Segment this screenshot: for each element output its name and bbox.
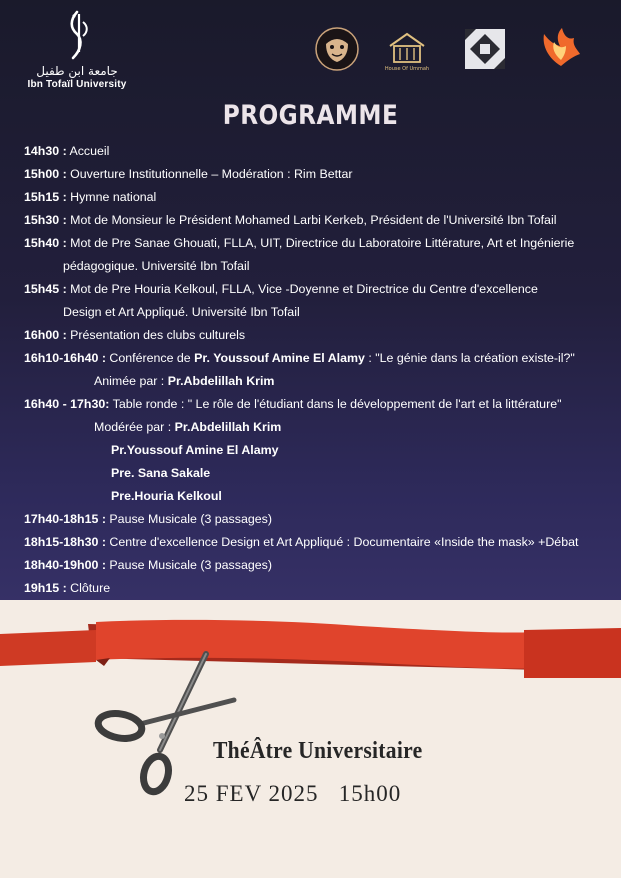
panelist-row (111, 489, 222, 503)
schedule-time: 16h00 : (24, 328, 67, 342)
schedule-time: 15h30 : (24, 213, 67, 227)
scissors-icon (94, 650, 274, 800)
phoenix-logo-icon (538, 26, 584, 72)
schedule-text: Pause Musicale (3 passages) (105, 558, 272, 572)
moderator-name: Pr.Abdelillah Krim (174, 420, 282, 434)
schedule-row (24, 167, 353, 181)
theatre-mask-club-logo-icon (314, 26, 360, 72)
schedule-row (24, 236, 574, 250)
university-logo (22, 8, 132, 90)
schedule-time: 19h15 : (24, 581, 67, 595)
schedule-time: 16h10-16h40 : (24, 351, 106, 365)
schedule-text: Mot de Pre Houria Kelkoul, FLLA, Vice -Doyenne et Directrice du Centre d'excellence (66, 282, 538, 296)
schedule-row-continuation (94, 420, 281, 434)
schedule-row-continuation (63, 305, 300, 319)
schedule-text: Animée par : (94, 374, 168, 388)
schedule-row (24, 558, 272, 572)
schedule-time: 15h00 : (24, 167, 67, 181)
schedule-text: Centre d'excellence Design et Art Appliqué : Documentaire «Inside the mask» +Débat (105, 535, 579, 549)
schedule-row (24, 144, 109, 158)
panelist-name: Pre. Sana Sakale (111, 466, 211, 480)
schedule-text: Design et Art Appliqué. Université Ibn Tofail (63, 305, 300, 319)
panelist-name: Pre.Houria Kelkoul (111, 489, 222, 503)
schedule-text: Hymne national (66, 190, 157, 204)
schedule-row-continuation (94, 374, 274, 388)
schedule-time: 14h30 : (24, 144, 67, 158)
schedule-time: 18h15-18h30 : (24, 535, 106, 549)
schedule-time: 15h45 : (24, 282, 67, 296)
moderator-name: Pr.Abdelillah Krim (167, 374, 275, 388)
schedule-text: Ouverture Institutionnelle – Modération : Rim Bettar (66, 167, 353, 181)
panelist-row (111, 443, 279, 457)
schedule-text: Clôture (66, 581, 111, 595)
schedule-row-continuation (63, 259, 249, 273)
schedule-text: pédagogique. Université Ibn Tofail (63, 259, 250, 273)
event-hour: 15h00 (338, 781, 402, 806)
panelist-row (111, 466, 210, 480)
schedule-row (24, 190, 156, 204)
speaker-name: Pr. Youssouf Amine El Alamy (194, 351, 365, 365)
schedule-text: : "Le génie dans la création existe-il?" (364, 351, 575, 365)
schedule-text: Conférence de (105, 351, 195, 365)
schedule-time: 17h40-18h15 : (24, 512, 106, 526)
university-emblem-icon (57, 8, 97, 62)
schedule-row (24, 535, 578, 549)
schedule-row (24, 512, 272, 526)
schedule-text: Pause Musicale (3 passages) (105, 512, 272, 526)
schedule-text: Modérée par : (94, 420, 175, 434)
venue-name: ThéÂtre Universitaire (213, 738, 423, 764)
schedule-text: Accueil (66, 144, 110, 158)
schedule-time: 15h40 : (24, 236, 67, 250)
schedule-row (24, 351, 575, 365)
university-name-arabic: جامعة ابن طفيل (36, 64, 118, 78)
abstract-square-logo-icon (462, 26, 508, 72)
panelist-name: Pr.Youssouf Amine El Alamy (111, 443, 279, 457)
university-name-latin: Ibn Tofaïl University (27, 79, 127, 90)
house-of-ummah-caption: House Of Ummah (384, 66, 430, 72)
schedule-row (24, 328, 245, 342)
schedule-time: 15h15 : (24, 190, 67, 204)
schedule-time: 18h40-19h00 : (24, 558, 106, 572)
house-of-ummah-logo-icon (384, 26, 430, 72)
partner-logos (312, 26, 602, 76)
schedule-text: Table ronde : " Le rôle de l'étudiant dans le développement de l'art et la littérature" (109, 397, 562, 411)
schedule-text: Mot de Pre Sanae Ghouati, FLLA, UIT, Directrice du Laboratoire Littérature, Art et Ingénierie (66, 236, 575, 250)
schedule-time: 16h40 - 17h30: (24, 397, 110, 411)
event-date-text: 25 FEV 2025 (184, 781, 319, 806)
event-date (184, 781, 401, 807)
schedule-text: Présentation des clubs culturels (66, 328, 246, 342)
schedule-row (24, 213, 556, 227)
programme-title: PROGRAMME (222, 100, 399, 131)
schedule-row (24, 397, 561, 411)
schedule-text: Mot de Monsieur le Président Mohamed Larbi Kerkeb, Président de l'Université Ibn Tofail (66, 213, 557, 227)
schedule-row (24, 581, 110, 595)
schedule-row (24, 282, 538, 296)
